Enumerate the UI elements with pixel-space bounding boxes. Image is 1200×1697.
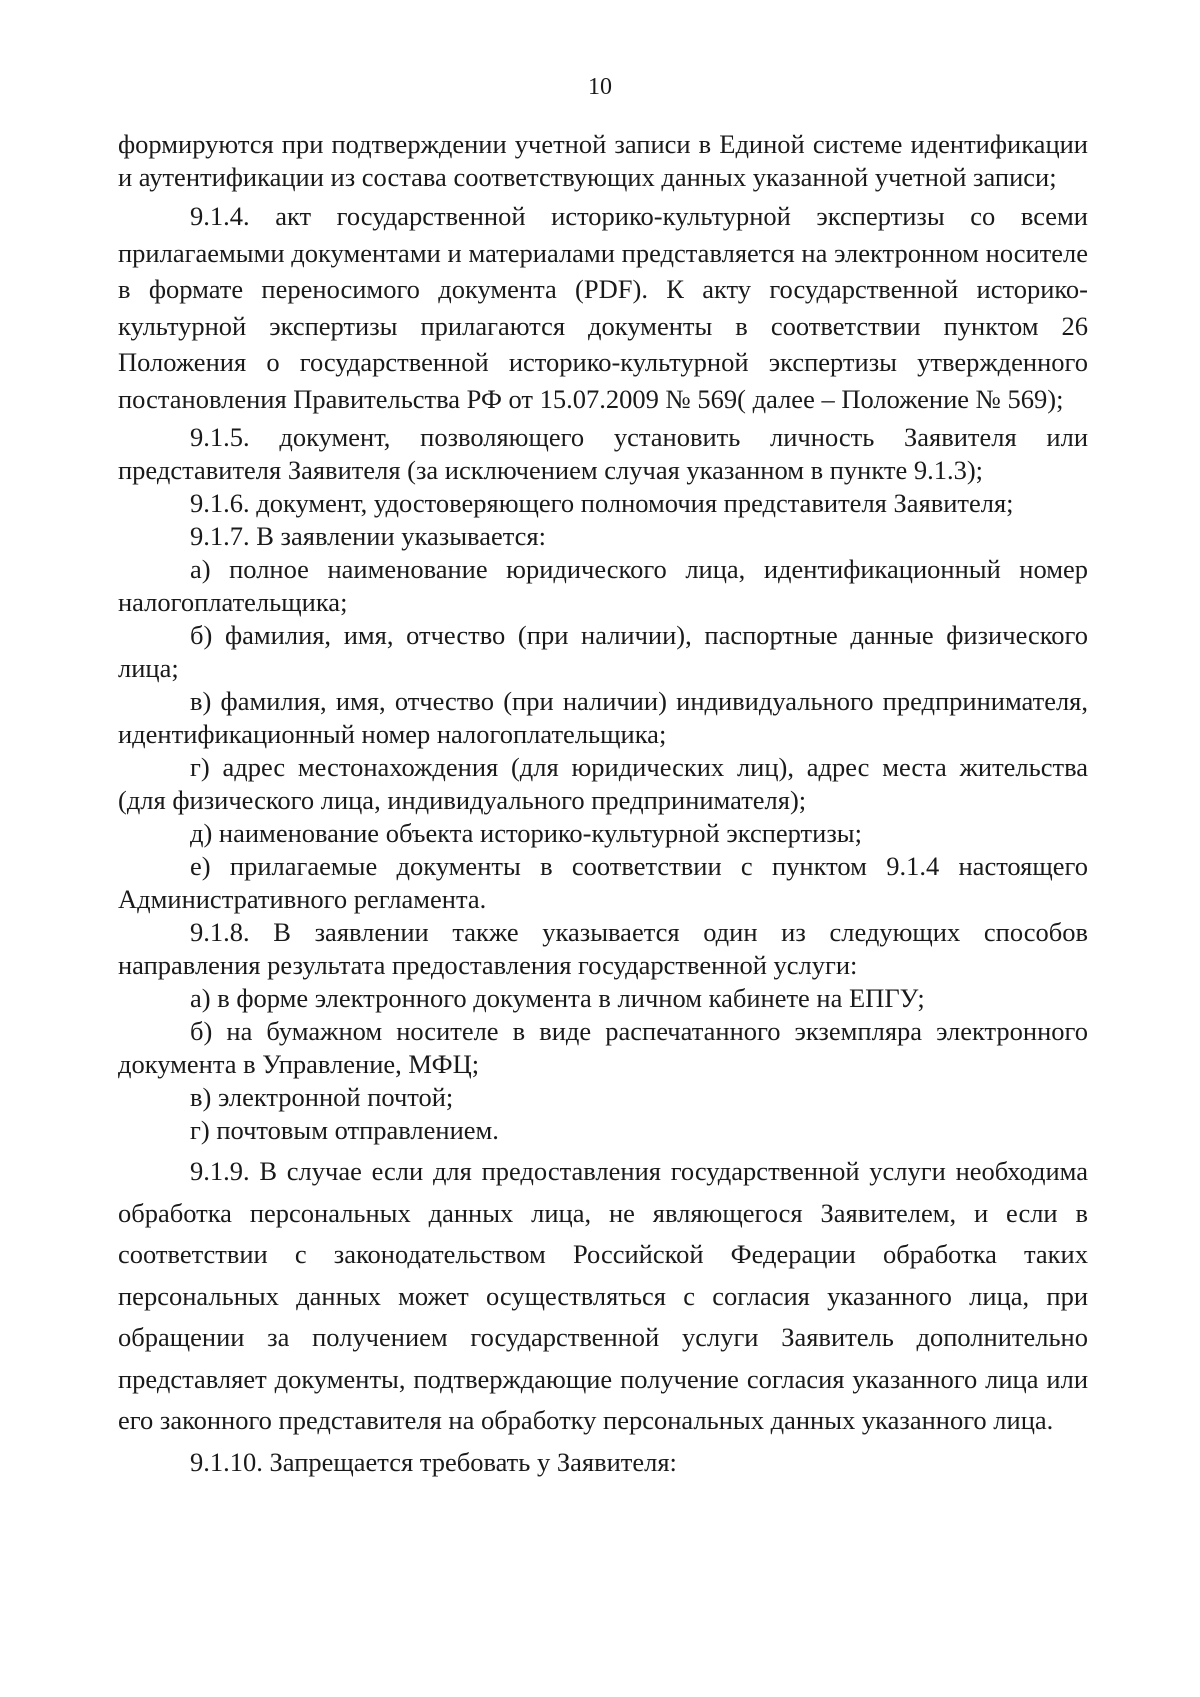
paragraph-9-1-7: 9.1.7. В заявлении указывается: (190, 521, 546, 551)
document-body (118, 128, 1088, 1483)
page-number: 10 (588, 74, 612, 100)
list-item-d: д) наименование объекта историко-культурной экспертизы; (190, 818, 862, 848)
paragraph-9-1-8: 9.1.8. В заявлении также указывается один из следующих способов направления результата предоставления государственной услуги: (118, 917, 1088, 980)
method-item-v: в) электронной почтой; (190, 1082, 454, 1112)
list-item-g: г) адрес местонахождения (для юридических лиц), адрес места жительства (для физического лица, индивидуального предпринимателя); (118, 752, 1088, 815)
list-item-v: в) фамилия, имя, отчество (при наличии) индивидуального предпринимателя, идентификационный номер налогоплательщика; (118, 686, 1088, 749)
paragraph-continuation: формируются при подтверждении учетной записи в Единой системе идентификации и аутентификации из состава соответствующих данных указанной учетной записи; (118, 129, 1088, 192)
paragraph-9-1-4: 9.1.4. акт государственной историко-культурной экспертизы со всеми прилагаемыми документами и материалами представляется на электронном носителе в формате переносимого документа (PDF). К акту государственной историко-культурной экспертизы прилагаются документы в соответствии пунктом 26 Положения о государственной историко-культурной экспертизы утвержденного постановления Правительства РФ от 15.07.2009 № 569( далее – Положение № 569); (118, 201, 1088, 414)
method-item-b: б) на бумажном носителе в виде распечатанного экземпляра электронного документа в Управление, МФЦ; (118, 1016, 1088, 1079)
method-item-g: г) почтовым отправлением. (190, 1115, 499, 1145)
paragraph-9-1-5: 9.1.5. документ, позволяющего установить личность Заявителя или представителя Заявителя (за исключением случая указанном в пункте 9.1.3); (118, 422, 1088, 485)
paragraph-9-1-10: 9.1.10. Запрещается требовать у Заявителя: (190, 1446, 677, 1477)
list-item-a: а) полное наименование юридического лица, идентификационный номер налогоплательщика; (118, 554, 1088, 617)
paragraph-9-1-6: 9.1.6. документ, удостоверяющего полномочия представителя Заявителя; (190, 488, 1014, 518)
paragraph-9-1-9: 9.1.9. В случае если для предоставления государственной услуги необходима обработка персональных данных лица, не являющегося Заявителем, и если в соответствии с законодательством Российской Федерации обработка таких персональных данных может осуществляться с согласия указанного лица, при обращении за получением государственной услуги Заявитель дополнительно представляет документы, подтверждающие получение согласия указанного лица или его законного представителя на обработку персональных данных указанного лица. (118, 1156, 1088, 1435)
method-item-a: а) в форме электронного документа в личном кабинете на ЕПГУ; (190, 983, 925, 1013)
list-item-b: б) фамилия, имя, отчество (при наличии), паспортные данные физического лица; (118, 620, 1088, 683)
list-item-e: е) прилагаемые документы в соответствии с пунктом 9.1.4 настоящего Административного регламента. (118, 851, 1088, 914)
